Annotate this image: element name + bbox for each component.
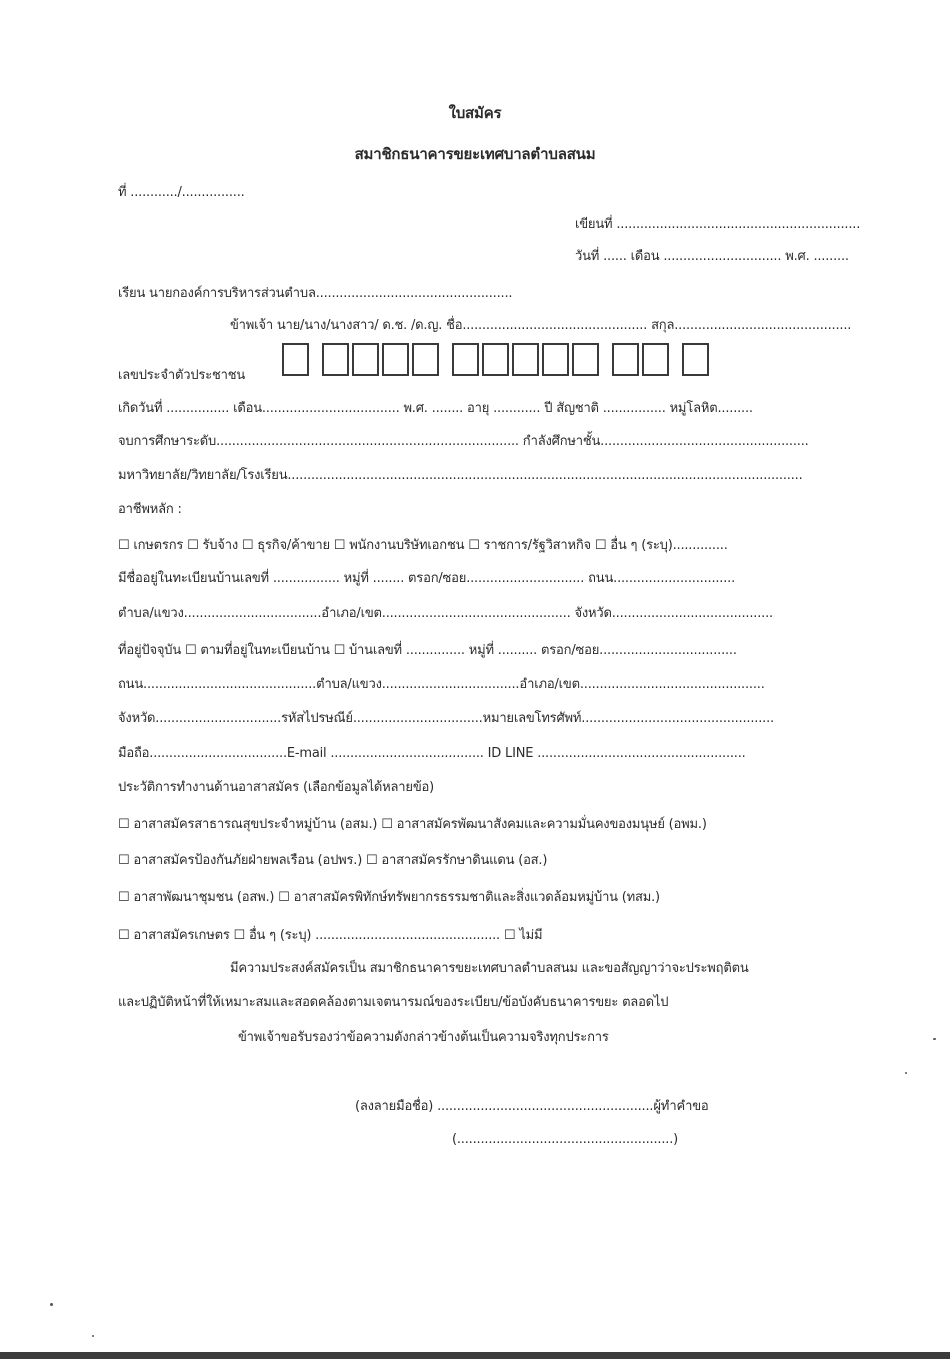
scan-speck (933, 1038, 936, 1040)
occupation-options[interactable]: ☐ เกษตรกร ☐ รับจ้าง ☐ ธุรกิจ/ค้าขาย ☐ พนักงานบริษัทเอกชน ☐ ราชการ/รัฐวิสาหกิจ ☐ อื่น ๆ (ระบุ).............. (118, 538, 728, 553)
id-digit-box[interactable] (412, 343, 439, 376)
volunteer-options-row-3[interactable]: ☐ อาสาพัฒนาชุมชน (อสพ.) ☐ อาสาสมัครพิทักษ์ทรัพยากรธรรมชาติและสิ่งแวดล้อมหมู่บ้าน (ทสม.) (118, 890, 660, 905)
written-at-line: เขียนที่ .............................................................. (575, 217, 861, 232)
id-digit-box[interactable] (352, 343, 379, 376)
addressee-line: เรียน นายกองค์การบริหารส่วนตำบล.................................................. (118, 286, 513, 301)
id-number-label: เลขประจำตัวประชาชน (118, 368, 246, 383)
scan-speck (50, 1303, 53, 1306)
id-digit-box[interactable] (452, 343, 479, 376)
id-digit-box[interactable] (572, 343, 599, 376)
id-digit-box[interactable] (642, 343, 669, 376)
signature-line: (ลงลายมือชื่อ) .......................................................ผู้ทำคำขอ (355, 1099, 709, 1114)
volunteer-options-row-4[interactable]: ☐ อาสาสมัครเกษตร ☐ อื่น ๆ (ระบุ) ............................................... ☐ ไม่มี (118, 928, 543, 943)
intent-statement-line-1: มีความประสงค์สมัครเป็น สมาชิกธนาคารขยะเทศบาลตำบลสนม และขอสัญญาว่าจะประพฤติตน (230, 961, 749, 976)
id-digit-box[interactable] (282, 343, 309, 376)
birth-info-line: เกิดวันที่ ................ เดือน................................... พ.ศ. ........ อายุ ............ ปี สัญชาติ ................ หมู่โลหิต......... (118, 401, 753, 416)
id-digit-box[interactable] (612, 343, 639, 376)
scan-speck (905, 1072, 907, 1074)
current-address-line[interactable]: ที่อยู่ปัจจุบัน ☐ ตามที่อยู่ในทะเบียนบ้าน ☐ บ้านเลขที่ ............... หมู่ที่ .......... ตรอก/ซอย................................... (118, 643, 737, 658)
education-line: จบการศึกษาระดับ............................................................................. กำลังศึกษาชั้น..................................................... (118, 434, 809, 449)
province-line: จังหวัด................................รหัสไปรษณีย์.................................หมายเลขโทรศัพท์................................................. (118, 711, 774, 726)
volunteer-options-row-2[interactable]: ☐ อาสาสมัครป้องกันภัยฝ่ายพลเรือน (อปพร.) ☐ อาสาสมัครรักษาดินแดน (อส.) (118, 853, 548, 868)
volunteer-history-header: ประวัติการทำงานด้านอาสาสมัคร (เลือกข้อมูลได้หลายข้อ) (118, 780, 434, 795)
intent-statement-line-2: และปฏิบัติหน้าที่ให้เหมาะสมและสอดคล้องตามเจตนารมณ์ของระเบียบ/ข้อบังคับธนาคารขยะ ตลอดไป (118, 995, 669, 1010)
printed-name-line: (.......................................................) (452, 1132, 679, 1147)
occupation-label: อาชีพหลัก : (118, 502, 182, 517)
id-digit-box[interactable] (512, 343, 539, 376)
form-subtitle: สมาชิกธนาคารขยะเทศบาลตำบลสนม (354, 145, 596, 163)
form-title: ใบสมัคร (448, 104, 502, 122)
scan-speck (92, 1335, 94, 1337)
certification-line: ข้าพเจ้าขอรับรองว่าข้อความดังกล่าวข้างต้นเป็นความจริงทุกประการ (238, 1030, 609, 1045)
registered-address-line: มีชื่ออยู่ในทะเบียนบ้านเลขที่ ................. หมู่ที่ ........ ตรอก/ซอย.............................. ถนน............................... (118, 571, 736, 586)
school-line: มหาวิทยาลัย/วิทยาลัย/โรงเรียน................................................................................................................................... (118, 468, 803, 483)
id-digit-box[interactable] (322, 343, 349, 376)
reference-number-line: ที่ ............/................ (118, 185, 245, 200)
scan-bottom-edge (0, 1352, 950, 1359)
mobile-email-line: มือถือ...................................E-mail ....................................... ID LINE ..................................................... (118, 746, 746, 761)
id-number-boxes (282, 343, 712, 379)
id-digit-box[interactable] (682, 343, 709, 376)
applicant-name-line: ข้าพเจ้า นาย/นาง/นางสาว/ ด.ช. /ด.ญ. ชื่อ............................................... สกุล............................................. (230, 318, 852, 333)
id-digit-box[interactable] (382, 343, 409, 376)
subdistrict-line: ตำบล/แขวง...................................อำเภอ/เขต................................................ จังหวัด......................................... (118, 606, 773, 621)
road-line: ถนน............................................ตำบล/แขวง...................................อำเภอ/เขต............................................... (118, 677, 765, 692)
id-digit-box[interactable] (542, 343, 569, 376)
id-digit-box[interactable] (482, 343, 509, 376)
date-line: วันที่ ...... เดือน .............................. พ.ศ. ......... (575, 249, 849, 264)
volunteer-options-row-1[interactable]: ☐ อาสาสมัครสาธารณสุขประจำหมู่บ้าน (อสม.) ☐ อาสาสมัครพัฒนาสังคมและความมั่นคงของมนุษย์ (อพม.) (118, 817, 707, 832)
